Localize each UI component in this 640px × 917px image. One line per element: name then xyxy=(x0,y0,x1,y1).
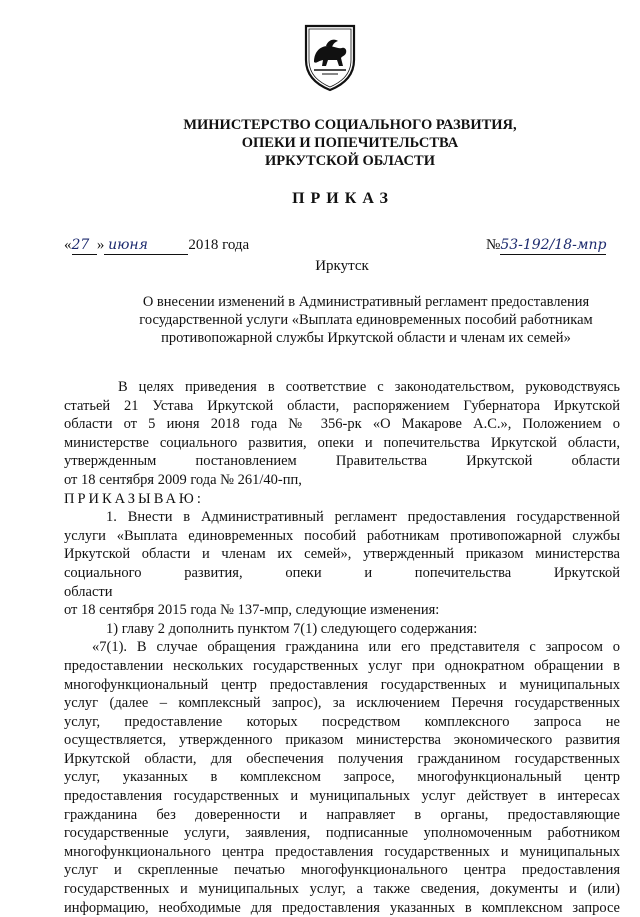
preamble-line-6: от 18 сентября 2009 года № 261/40-пп, xyxy=(64,471,302,488)
clause-line-14: государственных и муниципальных услуг, а также сведения, документы и (или) xyxy=(64,881,620,898)
subitem-1: 1) главу 2 дополнить пунктом 7(1) следующего содержания: xyxy=(106,620,478,637)
document-body xyxy=(64,378,620,917)
item-1-line-1: 1. Внести в Административный регламент предоставления государственной xyxy=(106,509,620,526)
document-date xyxy=(64,237,249,255)
subject-line-2: государственной услуги «Выплата единовременных пособий работникам xyxy=(139,312,593,328)
preamble-line-3: области от 5 июня 2018 года № 356-рк «О Макарове А.С.», Положением о xyxy=(64,416,620,433)
ministry-line-3: ИРКУТСКОЙ ОБЛАСТИ xyxy=(265,153,435,169)
clause-line-4: услуг (далее – комплексный запрос), за исключением Перечня государственных xyxy=(64,695,620,712)
ministry-line-2: ОПЕКИ И ПОПЕЧИТЕЛЬСТВА xyxy=(241,135,459,151)
city: Иркутск xyxy=(315,258,369,274)
preamble-line-2: статьей 21 Устава Иркутской области, распоряжением Губернатора Иркутской xyxy=(64,397,620,414)
date-close-quote: » xyxy=(96,237,105,253)
item-1-line-2: услуги «Выплата единовременных пособий работникам противопожарной службы xyxy=(64,527,620,544)
document-type-title: ПРИКАЗ xyxy=(292,190,394,207)
clause-line-9: предоставления государственных и муниципальных услуг действует в интересах xyxy=(64,788,620,805)
clause-line-10: гражданина без доверенности и направляет в органы, предоставляющие xyxy=(64,806,620,823)
clause-line-6: осуществляется, утвержденного приказом министерства экономического развития xyxy=(64,732,620,749)
preamble-line-5: утвержденным постановлением Правительства Иркутской области xyxy=(64,453,620,470)
date-day: 27 xyxy=(71,237,90,253)
coat-of-arms-emblem xyxy=(300,22,360,92)
item-1-line-3: Иркутской области и членам их семей», утвержденный приказом министерства xyxy=(64,546,620,563)
number-value: 53-192/18-мпр xyxy=(500,237,607,253)
clause-line-5: услуг, предоставление которых посредством комплексного запроса не xyxy=(64,713,620,730)
subject-line-3: противопожарной службы Иркутской области и членам их семей» xyxy=(161,330,571,346)
preamble-line-1: В целях приведения в соответствие с законодательством, руководствуясь xyxy=(118,379,620,395)
clause-line-12: многофункционального центра предоставления государственных и муниципальных xyxy=(64,843,620,860)
item-1-line-5: от 18 сентября 2015 года № 137-мпр, следующие изменения: xyxy=(64,602,440,619)
document-number xyxy=(486,237,606,255)
clause-paragraph xyxy=(64,638,620,917)
item-1-line-4: социального развития, опеки и попечительства Иркутской области xyxy=(64,564,620,600)
date-year: 2018 года xyxy=(188,237,250,253)
number-prefix: № xyxy=(486,237,501,253)
date-open-quote: « xyxy=(64,237,72,253)
order-word: ПРИКАЗЫВАЮ: xyxy=(64,490,204,507)
clause-line-3: многофункциональный центр предоставления государственных и муниципальных xyxy=(64,676,620,693)
ministry-name xyxy=(150,116,550,170)
clause-line-13: услуг и скрепленные печатью многофункционального центра предоставления xyxy=(64,862,620,879)
date-month: июня xyxy=(108,237,148,253)
ministry-line-1: МИНИСТЕРСТВО СОЦИАЛЬНОГО РАЗВИТИЯ, xyxy=(183,117,517,133)
item-1-paragraph xyxy=(64,508,620,620)
clause-line-15: информацию, необходимые для предоставления указанных в комплексном запросе xyxy=(64,899,620,916)
clause-line-11: государственные услуги, заявления, подписанные уполномоченным работником xyxy=(64,825,620,842)
clause-line-8: услуг, указанных в комплексном запросе, многофункциональный центр xyxy=(64,769,620,786)
clause-line-2: предоставлении нескольких государственных услуг при однократном обращении в xyxy=(64,657,620,674)
clause-line-1: «7(1). В случае обращения гражданина или его представителя с запросом о xyxy=(92,639,620,656)
clause-line-7: Иркутской области, для обеспечения получения гражданином государственных xyxy=(64,750,620,767)
preamble-paragraph xyxy=(64,378,620,490)
subject-line-1: О внесении изменений в Административный регламент предоставления xyxy=(142,294,590,310)
preamble-line-4: министерстве социального развития, опеки и попечительства Иркутской области, xyxy=(64,434,620,451)
document-subject xyxy=(110,293,622,347)
